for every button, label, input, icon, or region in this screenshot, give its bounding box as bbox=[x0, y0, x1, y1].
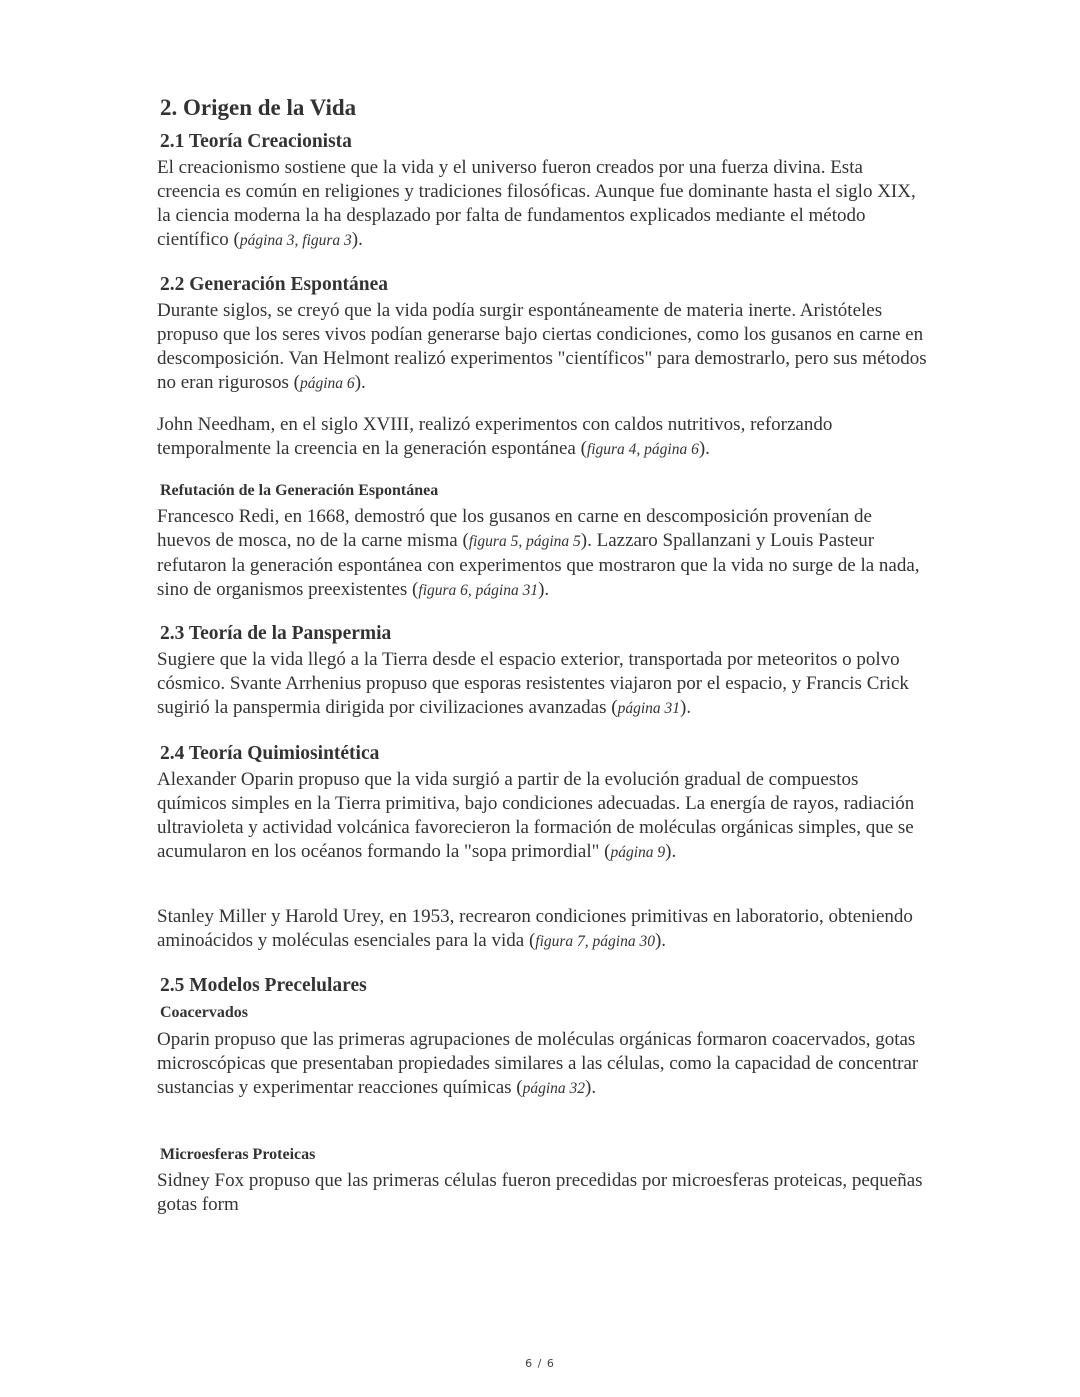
citation: figura 4, página 6 bbox=[586, 441, 699, 458]
page-title: 2. Origen de la Vida bbox=[160, 95, 357, 120]
page-indicator: 6 / 6 bbox=[525, 1357, 555, 1370]
citation: página 3, figura 3 bbox=[239, 232, 352, 249]
citation: figura 7, página 30 bbox=[535, 933, 655, 950]
citation: página 31 bbox=[617, 700, 681, 717]
paragraph: Francesco Redi, en 1668, demostró que los gusanos en carne en descomposición provenían de huevos de mosca, no de la carne misma (figura 5, página 5). Lazzaro Spallanzani y Louis Pasteur refutaron la generación espontánea con experimentos que mostraron que la vida no surge de la nada, sino de organismos preexistentes (figura 6, página 31). bbox=[157, 506, 920, 600]
subheading-coacervados: Coacervados bbox=[160, 1004, 248, 1021]
paragraph: Sugiere que la vida llegó a la Tierra desde el espacio exterior, transportada por meteoritos o polvo cósmico. Svante Arrhenius propuso que esporas resistentes viajaron por el espacio, y Francis Crick sugirió la panspermia dirigida por civilizaciones avanzadas (página 31). bbox=[157, 649, 909, 718]
paragraph: El creacionismo sostiene que la vida y el universo fueron creados por una fuerza divina. Esta creencia es común en religiones y tradiciones filosóficas. Aunque fue dominante hasta el siglo XIX, la ciencia moderna la ha desplazado por falta de fundamentos explicados mediante el método científico (página 3, figura 3). bbox=[157, 157, 916, 250]
paragraph: Durante siglos, se creyó que la vida podía surgir espontáneamente de materia inerte. Aristóteles propuso que los seres vivos podían generarse bajo ciertas condiciones, como los gusanos en carne en descomposición. Van Helmont realizó experimentos "científicos" para demostrarlo, pero sus métodos no eran rigurosos (página 6). bbox=[157, 300, 927, 393]
section-heading-2-3: 2.3 Teoría de la Panspermia bbox=[160, 623, 392, 644]
citation: figura 6, página 31 bbox=[418, 582, 539, 599]
paragraph: Alexander Oparin propuso que la vida surgió a partir de la evolución gradual de compuestos químicos simples en la Tierra primitiva, bajo condiciones adecuadas. La energía de rayos, radiación ultravioleta y actividad volcánica favorecieron la formación de moléculas orgánicas simples, que se acumularon en los océanos formando la "sopa primordial" (página 9). bbox=[157, 769, 915, 862]
subheading-microesferas: Microesferas Proteicas bbox=[160, 1146, 316, 1163]
citation: página 32 bbox=[522, 1080, 586, 1097]
paragraph: Stanley Miller y Harold Urey, en 1953, recrearon condiciones primitivas en laboratorio, obteniendo aminoácidos y moléculas esenciales para la vida (figura 7, página 30). bbox=[157, 906, 913, 951]
citation: figura 5, página 5 bbox=[468, 533, 581, 550]
citation: página 6 bbox=[300, 375, 355, 392]
paragraph: Sidney Fox propuso que las primeras células fueron precedidas por microesferas proteicas, pequeñas gotas form bbox=[157, 1170, 923, 1215]
section-heading-2-2: 2.2 Generación Espontánea bbox=[160, 274, 389, 295]
paragraph: Oparin propuso que las primeras agrupaciones de moléculas orgánicas formaron coacervados, gotas microscópicas que presentaban propiedades similares a las células, como la capacidad de concentrar sustancias y experimentar reacciones químicas (página 32). bbox=[157, 1029, 919, 1098]
citation: página 9 bbox=[610, 844, 666, 861]
section-heading-2-1: 2.1 Teoría Creacionista bbox=[160, 131, 352, 152]
subheading-refutacion: Refutación de la Generación Espontánea bbox=[160, 482, 439, 499]
section-heading-2-4: 2.4 Teoría Quimiosintética bbox=[160, 743, 380, 764]
section-heading-2-5: 2.5 Modelos Precelulares bbox=[160, 975, 367, 996]
paragraph: John Needham, en el siglo XVIII, realizó experimentos con caldos nutritivos, reforzando temporalmente la creencia en la generación espontánea (figura 4, página 6). bbox=[157, 414, 833, 459]
